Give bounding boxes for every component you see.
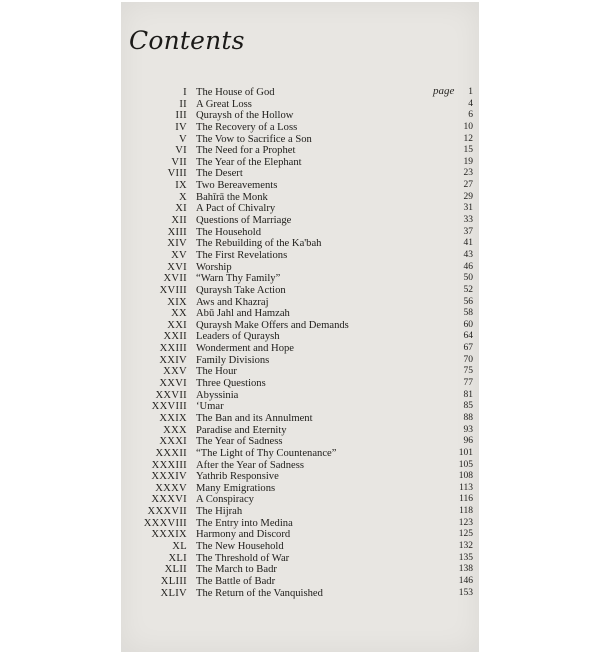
- chapter-title: Bahīrā the Monk: [196, 191, 268, 203]
- chapter-title: Quraysh Make Offers and Demands: [196, 319, 349, 331]
- chapter-number: XLII: [164, 564, 187, 576]
- chapter-number: XXXI: [159, 436, 187, 448]
- chapter-page-number: 33: [463, 215, 473, 226]
- chapter-title: The Hour: [196, 366, 237, 378]
- chapter-number: XI: [175, 203, 187, 215]
- toc-entry: [121, 262, 479, 274]
- chapter-title: A Pact of Chivalry: [196, 203, 276, 215]
- chapter-page-number: 96: [463, 436, 473, 447]
- chapter-title: The Return of the Vanquished: [196, 587, 323, 599]
- chapter-page-number: 85: [463, 401, 473, 412]
- toc-entry: [121, 145, 479, 157]
- chapter-number: XXI: [167, 319, 187, 331]
- chapter-number: II: [179, 98, 187, 110]
- toc-entry: [121, 355, 479, 367]
- chapter-page-number: 135: [458, 552, 473, 563]
- chapter-number: XXXVIII: [143, 517, 187, 529]
- chapter-title: Leaders of Quraysh: [196, 331, 280, 343]
- chapter-number: VI: [175, 145, 187, 157]
- chapter-page-number: 27: [463, 180, 473, 191]
- chapter-page-number: 15: [463, 145, 473, 156]
- chapter-title: Aws and Khazraj: [196, 296, 269, 308]
- chapter-number: XXXIII: [151, 459, 187, 471]
- toc-entry: [121, 238, 479, 250]
- chapter-title: Abyssinia: [196, 389, 239, 401]
- toc-entry: [121, 343, 479, 355]
- toc-entry: [121, 460, 479, 472]
- toc-entry: [121, 413, 479, 425]
- page-column-label: page: [433, 85, 455, 97]
- toc-entry: [121, 576, 479, 588]
- toc-entry: [121, 564, 479, 576]
- chapter-number: VIII: [167, 168, 187, 180]
- chapter-number: XLIV: [160, 587, 187, 599]
- chapter-number: XXX: [163, 424, 187, 436]
- toc-entry: [121, 285, 479, 297]
- toc-entry: [121, 529, 479, 541]
- toc-entry: [121, 401, 479, 413]
- toc-entry: [121, 541, 479, 553]
- chapter-number: XV: [171, 249, 187, 261]
- chapter-page-number: 70: [463, 354, 473, 365]
- toc-entry: [121, 320, 479, 332]
- chapter-title: Wonderment and Hope: [196, 343, 294, 355]
- chapter-title: The Ban and its Annulment: [196, 412, 313, 424]
- chapter-number: XIV: [167, 238, 187, 250]
- chapter-page-number: 60: [463, 319, 473, 330]
- toc-entry: [121, 506, 479, 518]
- chapter-page-number: 41: [463, 238, 473, 249]
- chapter-page-number: 23: [463, 168, 473, 179]
- chapter-page-number: 125: [458, 529, 473, 540]
- chapter-number: III: [175, 110, 187, 122]
- toc-entry: [121, 273, 479, 285]
- chapter-title: ‘Umar: [196, 401, 224, 413]
- contents-list: [121, 87, 479, 599]
- chapter-page-number: 43: [463, 249, 473, 260]
- chapter-number: XXXII: [155, 447, 187, 459]
- toc-entry: [121, 250, 479, 262]
- chapter-page-number: 67: [463, 343, 473, 354]
- chapter-number: XX: [171, 308, 187, 320]
- chapter-page-number: 58: [463, 308, 473, 319]
- chapter-page-number: 19: [463, 156, 473, 167]
- chapter-number: XXVII: [155, 389, 187, 401]
- chapter-number: XXXV: [155, 482, 187, 494]
- chapter-title: The Vow to Sacrifice a Son: [196, 133, 312, 145]
- toc-entry: [121, 180, 479, 192]
- chapter-page-number: 101: [458, 447, 473, 458]
- chapter-number: XVI: [167, 261, 187, 273]
- chapter-title: Harmony and Discord: [196, 529, 291, 541]
- chapter-number: X: [179, 191, 187, 203]
- chapter-title: Quraysh Take Action: [196, 284, 286, 296]
- toc-entry: [121, 227, 479, 239]
- chapter-page-number: 1: [468, 87, 473, 97]
- chapter-page-number: 50: [463, 273, 473, 284]
- chapter-title: Yathrib Responsive: [196, 471, 279, 483]
- chapter-title: Questions of Marriage: [196, 215, 292, 227]
- toc-entry: [121, 518, 479, 530]
- chapter-number: XXXIX: [151, 529, 187, 541]
- chapter-title: Worship: [196, 261, 232, 273]
- chapter-page-number: 88: [463, 412, 473, 423]
- toc-entry: [121, 378, 479, 390]
- chapter-number: XLI: [168, 552, 187, 564]
- chapter-page-number: 64: [463, 331, 473, 342]
- toc-entry: [121, 425, 479, 437]
- chapter-number: XVIII: [159, 284, 187, 296]
- chapter-title: Many Emigrations: [196, 482, 276, 494]
- chapter-page-number: 6: [468, 110, 473, 121]
- toc-entry: [121, 168, 479, 180]
- chapter-page-number: 132: [458, 540, 473, 551]
- chapter-page-number: 93: [463, 424, 473, 435]
- chapter-title: Family Divisions: [196, 354, 270, 366]
- chapter-title: “Warn Thy Family”: [196, 273, 281, 285]
- chapter-number: XL: [172, 540, 187, 552]
- toc-entry: [121, 134, 479, 146]
- chapter-title: Paradise and Eternity: [196, 424, 287, 436]
- toc-entry: [121, 122, 479, 134]
- chapter-title: Abū Jahl and Hamzah: [196, 308, 290, 320]
- toc-entry: [121, 203, 479, 215]
- chapter-title: The Year of the Elephant: [196, 156, 302, 168]
- chapter-page-number: 12: [463, 133, 473, 144]
- toc-entry: [121, 87, 479, 99]
- chapter-number: XXIV: [159, 354, 187, 366]
- chapter-title: “The Light of Thy Countenance”: [196, 447, 337, 459]
- toc-entry: [121, 448, 479, 460]
- chapter-number: XIII: [167, 226, 187, 238]
- toc-entry: [121, 483, 479, 495]
- chapter-title: The House of God: [196, 87, 275, 98]
- chapter-number: IV: [175, 121, 187, 133]
- chapter-title: The Hijrah: [196, 506, 243, 518]
- chapter-title: The Battle of Badr: [196, 575, 276, 587]
- chapter-title: The Recovery of a Loss: [196, 121, 298, 133]
- chapter-page-number: 105: [458, 459, 473, 470]
- chapter-page-number: 46: [463, 261, 473, 272]
- page-title: Contents: [129, 26, 245, 55]
- chapter-title: The Entry into Medina: [196, 517, 293, 529]
- chapter-number: XXVIII: [151, 401, 187, 413]
- chapter-title: A Conspiracy: [196, 494, 254, 506]
- chapter-page-number: 153: [458, 587, 473, 598]
- chapter-page-number: 37: [463, 226, 473, 237]
- chapter-page-number: 113: [459, 482, 473, 493]
- chapter-title: The Year of Sadness: [196, 436, 283, 448]
- chapter-page-number: 77: [463, 378, 473, 389]
- chapter-number: XVII: [163, 273, 187, 285]
- chapter-title: The First Revelations: [196, 249, 288, 261]
- chapter-page-number: 29: [463, 191, 473, 202]
- chapter-page-number: 118: [459, 506, 473, 517]
- chapter-page-number: 138: [458, 564, 473, 575]
- chapter-page-number: 56: [463, 296, 473, 307]
- chapter-title: After the Year of Sadness: [196, 459, 304, 471]
- chapter-title: Quraysh of the Hollow: [196, 110, 294, 122]
- chapter-title: The March to Badr: [196, 564, 277, 576]
- chapter-number: XXXVII: [147, 506, 187, 518]
- chapter-page-number: 116: [459, 494, 473, 505]
- chapter-number: XIX: [167, 296, 187, 308]
- chapter-page-number: 123: [458, 517, 473, 528]
- chapter-number: VII: [171, 156, 187, 168]
- chapter-page-number: 4: [468, 98, 473, 109]
- chapter-title: A Great Loss: [196, 98, 252, 110]
- chapter-page-number: 146: [458, 575, 473, 586]
- chapter-page-number: 31: [463, 203, 473, 214]
- toc-entry: [121, 157, 479, 169]
- chapter-number: V: [179, 133, 187, 145]
- toc-entry: [121, 588, 479, 600]
- chapter-page-number: 108: [458, 471, 473, 482]
- chapter-number: XXXVI: [151, 494, 187, 506]
- toc-entry: [121, 215, 479, 227]
- book-page: [121, 2, 479, 652]
- toc-entry: [121, 110, 479, 122]
- chapter-page-number: 75: [463, 366, 473, 377]
- chapter-title: The Threshold of War: [196, 552, 290, 564]
- chapter-number: XXIII: [159, 343, 187, 355]
- toc-entry: [121, 99, 479, 111]
- chapter-title: The Household: [196, 226, 262, 238]
- toc-entry: [121, 494, 479, 506]
- toc-entry: [121, 471, 479, 483]
- chapter-title: The Desert: [196, 168, 243, 180]
- toc-entry: [121, 390, 479, 402]
- chapter-title: The New Household: [196, 540, 284, 552]
- chapter-title: The Rebuilding of the Ka'bah: [196, 238, 322, 250]
- chapter-page-number: 81: [463, 389, 473, 400]
- chapter-number: XLIII: [160, 575, 187, 587]
- toc-entry: [121, 553, 479, 565]
- chapter-number: XXIX: [159, 412, 187, 424]
- chapter-page-number: 10: [463, 121, 473, 132]
- chapter-number: I: [183, 87, 187, 98]
- toc-entry: [121, 297, 479, 309]
- chapter-number: IX: [175, 180, 187, 192]
- chapter-number: XXII: [163, 331, 187, 343]
- chapter-number: XXV: [163, 366, 187, 378]
- toc-entry: [121, 436, 479, 448]
- chapter-title: The Need for a Prophet: [196, 145, 296, 157]
- chapter-title: Three Questions: [196, 378, 266, 390]
- chapter-page-number: 52: [463, 284, 473, 295]
- toc-entry: [121, 308, 479, 320]
- chapter-number: XXXIV: [151, 471, 187, 483]
- chapter-number: XXVI: [159, 378, 187, 390]
- toc-entry: [121, 331, 479, 343]
- chapter-number: XII: [171, 215, 187, 227]
- toc-entry: [121, 366, 479, 378]
- toc-entry: [121, 192, 479, 204]
- chapter-title: Two Bereavements: [196, 180, 278, 192]
